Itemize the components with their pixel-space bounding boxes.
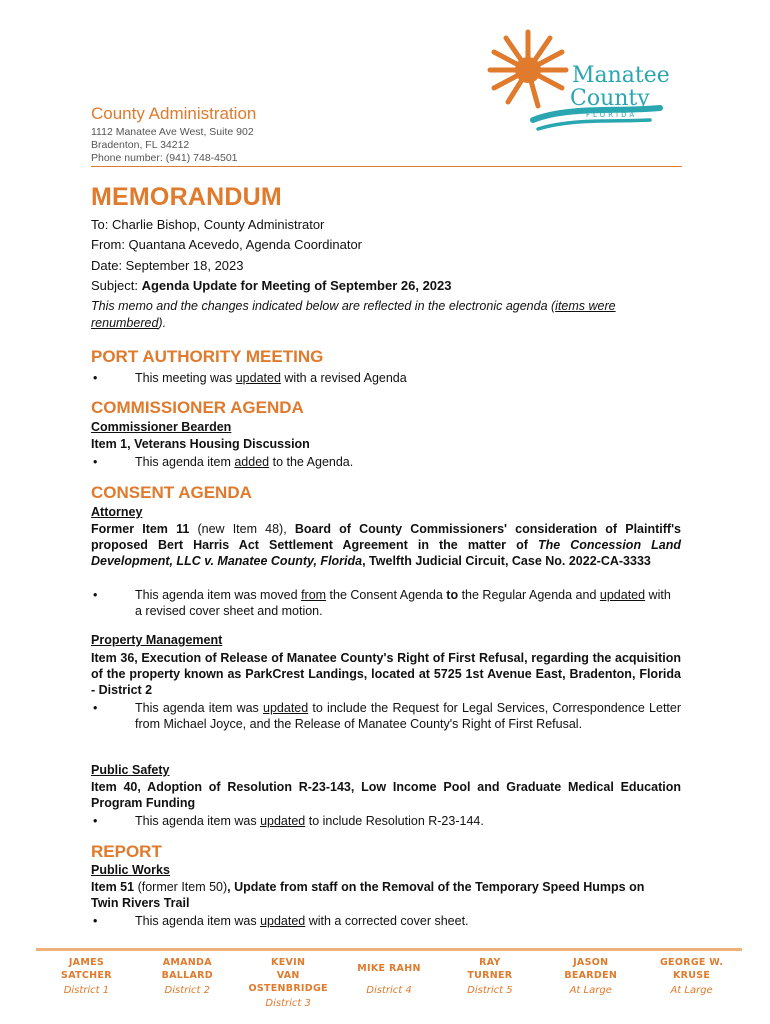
public-works-item (91, 879, 651, 911)
commissioner-first-name: JAMES (68, 957, 105, 968)
item-title: , Update from staff on the Removal of the Temporary Speed Humps on Twin Rivers Trail (91, 880, 645, 910)
commissioner-district-3 (238, 956, 339, 1009)
public-works-bullet (91, 913, 681, 929)
commissioner-last-name: KRUSE (672, 970, 711, 981)
commissioner-district: District 3 (265, 998, 311, 1009)
bullet-text: This agenda item was (135, 914, 261, 928)
attorney-bullet (91, 587, 681, 619)
commissioner-first-name: JASON (573, 957, 609, 968)
bullet-from: from (301, 588, 327, 602)
commissioner-first-name: RAY (479, 957, 501, 968)
item-title: Board of County Commissioners' consideration of Plaintiff's proposed Bert Harris Act Settlement Agreement in the matter of (91, 522, 681, 552)
commissioner-district: District 4 (366, 985, 412, 996)
office-name: County Administration (91, 104, 257, 123)
item-number: Former Item 11 (91, 522, 190, 536)
bullet-text: This agenda item was (135, 701, 264, 715)
note-end: ). (158, 316, 167, 330)
bullet-text: This meeting was (135, 371, 236, 385)
commissioner-subheading: Commissioner Bearden (91, 420, 232, 434)
commissioner-district-1 (36, 956, 137, 1006)
commissioner-bullet (91, 454, 681, 470)
bullet-underlined: updated (260, 914, 306, 928)
svg-text:County: County (570, 86, 650, 111)
commissioner-first-name: GEORGE W. (659, 957, 724, 968)
bullet-underlined: added (234, 455, 270, 469)
bullet-to: to (446, 588, 459, 602)
report-heading: REPORT (91, 842, 162, 861)
bullet-text: This agenda item was moved (135, 588, 302, 602)
public-safety-subheading: Public Safety (91, 763, 170, 777)
commissioner-last-name: BALLARD (161, 970, 213, 981)
memo-from: From: Quantana Acevedo, Agenda Coordinator (91, 237, 363, 252)
commissioner-district-5 (439, 956, 540, 1006)
commissioner-first-name: KEVIN (271, 957, 306, 968)
note-text: This memo and the changes indicated below are reflected in the electronic agenda ( (91, 299, 556, 313)
memo-title: MEMORANDUM (91, 183, 282, 211)
office-address (91, 126, 254, 165)
bullet-text: This agenda item was (135, 814, 261, 828)
svg-text:Manatee: Manatee (572, 63, 670, 88)
memo-date: Date: September 18, 2023 (91, 258, 244, 273)
commissioner-last-name: SATCHER (61, 970, 112, 981)
bullet-underlined: updated (260, 814, 306, 828)
consent-agenda-heading: CONSENT AGENDA (91, 483, 252, 502)
item-number: Item 51 (91, 880, 135, 894)
public-safety-bullet (91, 813, 681, 829)
commissioner-agenda-heading: COMMISSIONER AGENDA (91, 398, 304, 417)
memo-note (91, 298, 681, 332)
commissioner-at-large-2 (641, 956, 742, 1006)
sun-logo-icon (478, 28, 678, 138)
property-management-subheading: Property Management (91, 633, 223, 647)
commissioner-district: District 2 (164, 985, 211, 996)
property-management-item: Item 36, Execution of Release of Manatee County's Right of First Refusal, regarding the acquisition of the property known as ParkCrest Landings, located at 5725 1st Avenue East, Bradenton, Florida - District 2 (91, 651, 681, 697)
bullet-text-4: with a revised cover sheet and motion. (135, 588, 671, 618)
public-works-subheading: Public Works (91, 863, 170, 877)
memo-to: To: Charlie Bishop, County Administrator (91, 217, 325, 232)
commissioner-district: District 1 (63, 985, 110, 996)
commissioner-item: Item 1, Veterans Housing Discussion (91, 437, 310, 451)
commissioner-district-2 (137, 956, 238, 1006)
bullet-text-end: with a revised Agenda (280, 371, 407, 385)
bullet-text-3: the Regular Agenda and (458, 588, 600, 602)
item-renumber: (former Item 50) (134, 880, 228, 894)
manatee-county-logo (478, 28, 678, 138)
bullet-text: This agenda item (135, 455, 235, 469)
attorney-subheading: Attorney (91, 505, 143, 519)
footer-divider (36, 948, 742, 951)
attorney-item (91, 521, 681, 569)
phone-number: Phone number: (941) 748-4501 (91, 152, 238, 164)
commissioners-footer (36, 956, 742, 1009)
memo-subject (91, 278, 452, 293)
port-authority-bullet (91, 370, 681, 386)
address-line-2: Bradenton, FL 34212 (91, 139, 190, 151)
svg-text:FLORIDA: FLORIDA (586, 111, 638, 119)
address-line-1: 1112 Manatee Ave West, Suite 902 (91, 126, 254, 138)
note-underlined: items were renumbered (91, 299, 616, 330)
bullet-text-end: to include Resolution R-23-144. (305, 814, 484, 828)
port-authority-heading: PORT AUTHORITY MEETING (91, 347, 324, 366)
subject-label: Subject: (91, 278, 142, 293)
property-management-bullet (91, 700, 681, 732)
item-renumber: (new Item 48), (189, 522, 295, 536)
commissioner-first-name: AMANDA (162, 957, 212, 968)
bullet-underlined: updated (235, 371, 281, 385)
commissioner-last-name: BEARDEN (564, 970, 618, 981)
public-safety-item: Item 40, Adoption of Resolution R-23-143, Low Income Pool and Graduate Medical Education Program Funding (91, 780, 681, 810)
item-case-number: , Twelfth Judicial Circuit, Case No. 2022-CA-3333 (362, 554, 651, 568)
commissioner-district-4 (339, 956, 440, 1006)
bullet-updated: updated (599, 588, 646, 602)
case-name: The Concession Land Development, LLC v. Manatee County, Florida (91, 538, 681, 568)
subject-text: Agenda Update for Meeting of September 26, 2023 (141, 278, 452, 293)
bullet-text-2: the Consent Agenda (326, 588, 447, 602)
commissioner-name: MIKE RAHN (357, 963, 421, 974)
bullet-text-end: with a corrected cover sheet. (305, 914, 469, 928)
commissioner-district: District 5 (467, 985, 513, 996)
commissioner-last-name: VAN OSTENBRIDGE (248, 970, 328, 994)
commissioner-last-name: TURNER (467, 970, 513, 981)
commissioner-at-large-1 (540, 956, 641, 1006)
commissioner-district: At Large (569, 985, 612, 996)
header-divider (91, 166, 682, 167)
bullet-underlined: updated (263, 701, 309, 715)
bullet-text-end: to the Agenda. (269, 455, 354, 469)
commissioner-district: At Large (670, 985, 713, 996)
bullet-text-end: to include the Request for Legal Services, Correspondence Letter from Michael Joyce, and the Release of Manatee County's Right of First Refusal. (135, 701, 682, 731)
